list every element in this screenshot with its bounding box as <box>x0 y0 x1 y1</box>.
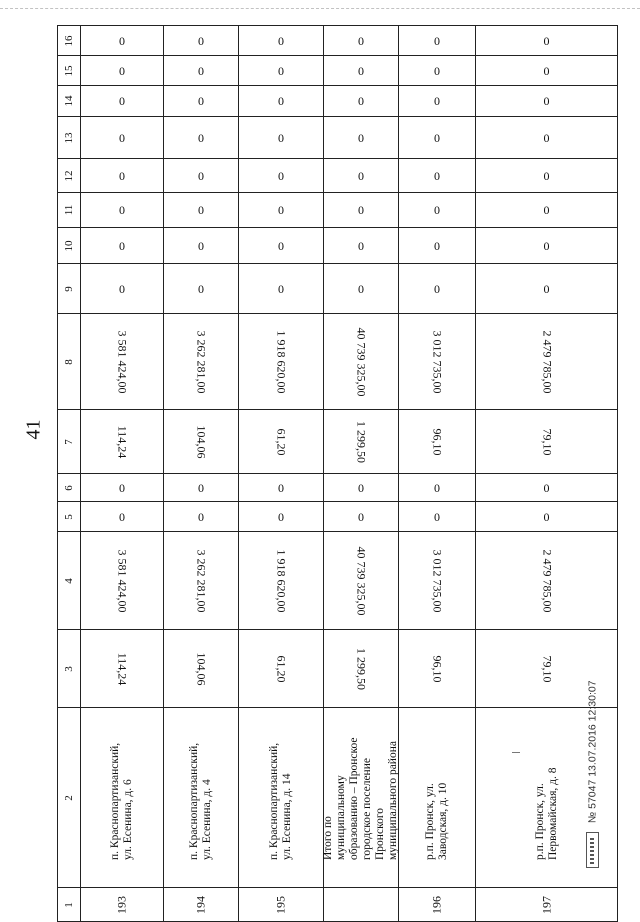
page-number: 41 <box>22 419 45 440</box>
cell-value: 1 918 620,00 <box>274 330 289 393</box>
cell-value: 0 <box>278 480 284 495</box>
cell-value: 0 <box>278 238 284 253</box>
column-header-label: 4 <box>63 577 75 584</box>
data-cell <box>324 502 399 532</box>
data-cell <box>324 86 399 117</box>
cell-value: 1 299,50 <box>354 420 369 463</box>
cell-value: 40 739 325,00 <box>354 327 369 396</box>
cell-value: 0 <box>119 203 125 217</box>
data-cell <box>399 193 476 228</box>
column-header <box>58 117 81 159</box>
data-cell <box>239 410 324 474</box>
data-cell <box>324 228 399 264</box>
data-cell <box>399 264 476 314</box>
cell-value: 0 <box>278 33 284 48</box>
data-cell <box>324 56 399 86</box>
data-cell <box>81 502 164 532</box>
cell-value: 0 <box>278 168 284 183</box>
cell-value: 0 <box>543 94 550 108</box>
cell-value: 0 <box>434 203 440 217</box>
data-cell <box>399 26 476 56</box>
row-number-cell <box>399 888 476 922</box>
data-cell <box>81 159 164 193</box>
object-name: п. Краснопартизанский, ул. Есенина, д. 14 <box>268 742 293 860</box>
cell-value: 0 <box>358 94 364 108</box>
data-cell <box>81 630 164 708</box>
column-header <box>58 264 81 314</box>
data-cell <box>399 410 476 474</box>
data-cell <box>324 159 399 193</box>
table-row <box>58 314 618 410</box>
data-cell <box>476 410 618 474</box>
cell-value: 3 012 735,00 <box>430 549 445 612</box>
data-cell <box>399 502 476 532</box>
data-cell <box>399 159 476 193</box>
table-row <box>58 193 618 228</box>
data-cell <box>239 502 324 532</box>
data-cell <box>324 26 399 56</box>
data-cell <box>399 474 476 502</box>
data-cell <box>81 474 164 502</box>
cell-value: 0 <box>198 281 204 296</box>
data-cell <box>399 630 476 708</box>
data-cell <box>239 474 324 502</box>
data-cell <box>239 264 324 314</box>
data-cell <box>164 532 239 630</box>
stamp-text: № 57047 13.07.2016 12:30:07 <box>586 680 599 824</box>
data-cell <box>399 228 476 264</box>
column-header-label: 9 <box>63 285 75 292</box>
cell-value: 79,10 <box>540 428 554 455</box>
column-header-label: 16 <box>63 35 75 46</box>
table-row <box>58 117 618 159</box>
data-cell <box>399 56 476 86</box>
column-header-label: 15 <box>63 65 75 76</box>
data-cell <box>324 314 399 410</box>
row-number-cell <box>164 888 239 922</box>
cell-value: 0 <box>198 63 204 78</box>
scan-mark <box>512 752 520 753</box>
data-cell <box>324 264 399 314</box>
cell-value: 0 <box>198 238 204 253</box>
cell-value: 1 299,50 <box>354 647 369 690</box>
row-number-cell <box>81 888 164 922</box>
data-cell <box>476 264 618 314</box>
cell-value: 96,10 <box>430 428 445 455</box>
data-cell <box>476 159 618 193</box>
data-cell <box>81 193 164 228</box>
column-header <box>58 159 81 193</box>
column-header-label: 5 <box>63 513 75 520</box>
cell-value: 0 <box>119 33 125 48</box>
data-cell <box>239 86 324 117</box>
column-header <box>58 228 81 264</box>
data-cell <box>476 117 618 159</box>
object-name: п. Краснопартизанский, ул. Есенина, д. 4 <box>188 742 213 860</box>
cell-value: 79,10 <box>540 655 554 682</box>
row-number: 197 <box>539 895 553 914</box>
column-header-label: 13 <box>63 132 75 143</box>
column-header <box>58 888 81 922</box>
cell-value: 40 739 325,00 <box>354 546 369 615</box>
column-header <box>58 410 81 474</box>
data-cell <box>324 532 399 630</box>
table-row <box>58 888 618 922</box>
data-cell <box>324 630 399 708</box>
cell-value: 2 479 785,00 <box>540 549 554 612</box>
cell-value: 114,24 <box>115 652 130 685</box>
column-header <box>58 532 81 630</box>
data-cell <box>164 86 239 117</box>
object-name-cell <box>164 708 239 888</box>
data-cell <box>81 410 164 474</box>
cell-value: 0 <box>434 281 440 296</box>
data-cell <box>164 502 239 532</box>
data-cell <box>81 532 164 630</box>
object-name: Итого по муниципальному образованию – Пронское городское поселение Пронского муниципального района <box>322 736 399 860</box>
cell-value: 0 <box>198 168 204 183</box>
column-header <box>58 502 81 532</box>
data-cell <box>239 56 324 86</box>
cell-value: 0 <box>434 33 440 48</box>
cell-value: 0 <box>434 509 440 524</box>
data-cell <box>81 117 164 159</box>
column-header-label: 2 <box>63 794 75 801</box>
cell-value: 0 <box>119 63 125 78</box>
cell-value: 61,20 <box>274 655 289 682</box>
column-header-label: 7 <box>63 438 75 445</box>
cell-value: 3 581 424,00 <box>115 549 130 612</box>
data-cell <box>239 117 324 159</box>
column-header-label: 12 <box>63 170 75 181</box>
data-cell <box>476 86 618 117</box>
column-header-label: 8 <box>63 358 75 365</box>
cell-value: 2 479 785,00 <box>540 330 554 393</box>
data-cell <box>164 264 239 314</box>
cell-value: 0 <box>543 238 550 253</box>
cell-value: 0 <box>358 480 364 495</box>
data-cell <box>239 193 324 228</box>
data-cell <box>476 502 618 532</box>
cell-value: 0 <box>198 33 204 48</box>
data-table <box>57 25 618 922</box>
cell-value: 96,10 <box>430 655 445 682</box>
cell-value: 0 <box>278 509 284 524</box>
cell-value: 0 <box>434 63 440 78</box>
data-cell <box>399 314 476 410</box>
object-name-cell <box>399 708 476 888</box>
table-row <box>58 502 618 532</box>
data-cell <box>324 193 399 228</box>
object-name: р.п. Пронск, ул. Первомайская, д. 8 <box>533 766 559 860</box>
table-row <box>58 630 618 708</box>
data-cell <box>476 314 618 410</box>
cell-value: 0 <box>543 33 550 48</box>
data-cell <box>164 630 239 708</box>
data-cell <box>239 26 324 56</box>
cell-value: 0 <box>543 480 550 495</box>
column-header <box>58 474 81 502</box>
cell-value: 0 <box>543 203 550 217</box>
cell-value: 0 <box>543 281 550 296</box>
data-cell <box>476 56 618 86</box>
stamp-logo-icon <box>586 832 599 868</box>
column-header <box>58 86 81 117</box>
data-cell <box>81 26 164 56</box>
data-cell <box>164 26 239 56</box>
column-header-label: 10 <box>63 240 75 251</box>
cell-value: 3 262 281,00 <box>194 549 209 612</box>
column-header <box>58 630 81 708</box>
column-header <box>58 314 81 410</box>
cell-value: 0 <box>119 168 125 183</box>
table-row <box>58 26 618 56</box>
cell-value: 0 <box>198 130 204 145</box>
row-number-cell <box>239 888 324 922</box>
row-number-cell <box>476 888 618 922</box>
cell-value: 0 <box>543 130 550 145</box>
cell-value: 0 <box>358 168 364 183</box>
object-name-cell <box>324 708 399 888</box>
data-cell <box>81 228 164 264</box>
cell-value: 0 <box>434 168 440 183</box>
cell-value: 0 <box>198 203 204 217</box>
data-cell <box>239 228 324 264</box>
object-name-cell <box>81 708 164 888</box>
column-header-label: 1 <box>63 901 75 908</box>
cell-value: 0 <box>119 480 125 495</box>
cell-value: 0 <box>278 63 284 78</box>
data-cell <box>164 314 239 410</box>
object-name: р.п. Пронск, ул. Заводская, д. 10 <box>424 782 449 860</box>
cell-value: 0 <box>358 238 364 253</box>
cell-value: 0 <box>358 203 364 217</box>
column-header <box>58 26 81 56</box>
column-header <box>58 56 81 86</box>
cell-value: 3 262 281,00 <box>194 330 209 393</box>
cell-value: 0 <box>543 63 550 78</box>
object-name-cell <box>239 708 324 888</box>
data-cell <box>164 410 239 474</box>
cell-value: 0 <box>119 509 125 524</box>
row-number: 195 <box>273 895 288 914</box>
cell-value: 0 <box>358 509 364 524</box>
data-cell <box>164 159 239 193</box>
cell-value: 0 <box>198 509 204 524</box>
data-cell <box>239 314 324 410</box>
cell-value: 0 <box>358 130 364 145</box>
column-header-label: 11 <box>63 204 75 216</box>
cell-value: 0 <box>119 281 125 296</box>
table-row <box>58 56 618 86</box>
cell-value: 0 <box>434 238 440 253</box>
cell-value: 0 <box>119 238 125 253</box>
cell-value: 61,20 <box>274 428 289 455</box>
cell-value: 0 <box>278 203 284 217</box>
data-cell <box>164 474 239 502</box>
cell-value: 0 <box>198 94 204 108</box>
table-row <box>58 532 618 630</box>
data-cell <box>324 117 399 159</box>
data-cell <box>164 228 239 264</box>
cell-value: 104,06 <box>194 652 209 685</box>
cell-value: 114,24 <box>115 425 130 458</box>
cell-value: 0 <box>119 94 125 108</box>
data-cell <box>164 117 239 159</box>
data-cell <box>81 264 164 314</box>
cell-value: 3 012 735,00 <box>430 330 445 393</box>
cell-value: 0 <box>358 63 364 78</box>
data-cell <box>324 410 399 474</box>
cell-value: 0 <box>278 130 284 145</box>
cell-value: 0 <box>358 33 364 48</box>
registration-stamp <box>586 608 600 868</box>
column-header <box>58 193 81 228</box>
data-cell <box>476 193 618 228</box>
table-row <box>58 228 618 264</box>
data-cell <box>239 630 324 708</box>
data-cell <box>81 314 164 410</box>
cell-value: 0 <box>434 480 440 495</box>
cell-value: 104,06 <box>194 425 209 458</box>
data-cell <box>239 159 324 193</box>
cell-value: 0 <box>434 94 440 108</box>
data-cell <box>399 532 476 630</box>
cell-value: 1 918 620,00 <box>274 549 289 612</box>
cell-value: 3 581 424,00 <box>115 330 130 393</box>
table-row <box>58 474 618 502</box>
cell-value: 0 <box>119 130 125 145</box>
column-header-label: 14 <box>63 95 75 107</box>
row-number: 194 <box>193 895 208 914</box>
table-row <box>58 86 618 117</box>
object-name: п. Краснопартизанский, ул. Есенина, д. 6 <box>109 742 134 860</box>
table-row <box>58 410 618 474</box>
row-number-cell <box>324 888 399 922</box>
table-row <box>58 264 618 314</box>
table-row <box>58 708 618 888</box>
row-number: 193 <box>114 895 129 914</box>
data-cell <box>324 474 399 502</box>
scan-edge-line <box>0 8 640 9</box>
data-cell <box>81 56 164 86</box>
data-cell <box>164 193 239 228</box>
row-number: 196 <box>429 895 444 914</box>
data-cell <box>476 474 618 502</box>
cell-value: 0 <box>358 281 364 296</box>
data-cell <box>399 86 476 117</box>
cell-value: 0 <box>278 94 284 108</box>
cell-value: 0 <box>434 130 440 145</box>
data-cell <box>239 532 324 630</box>
data-cell <box>476 26 618 56</box>
data-cell <box>399 117 476 159</box>
table-row <box>58 159 618 193</box>
column-header-label: 3 <box>63 665 75 672</box>
data-cell <box>81 86 164 117</box>
cell-value: 0 <box>278 281 284 296</box>
column-header-label: 6 <box>63 484 75 491</box>
column-header <box>58 708 81 888</box>
data-cell <box>164 56 239 86</box>
cell-value: 0 <box>198 480 204 495</box>
cell-value: 0 <box>543 168 550 183</box>
cell-value: 0 <box>543 509 550 524</box>
data-cell <box>476 228 618 264</box>
